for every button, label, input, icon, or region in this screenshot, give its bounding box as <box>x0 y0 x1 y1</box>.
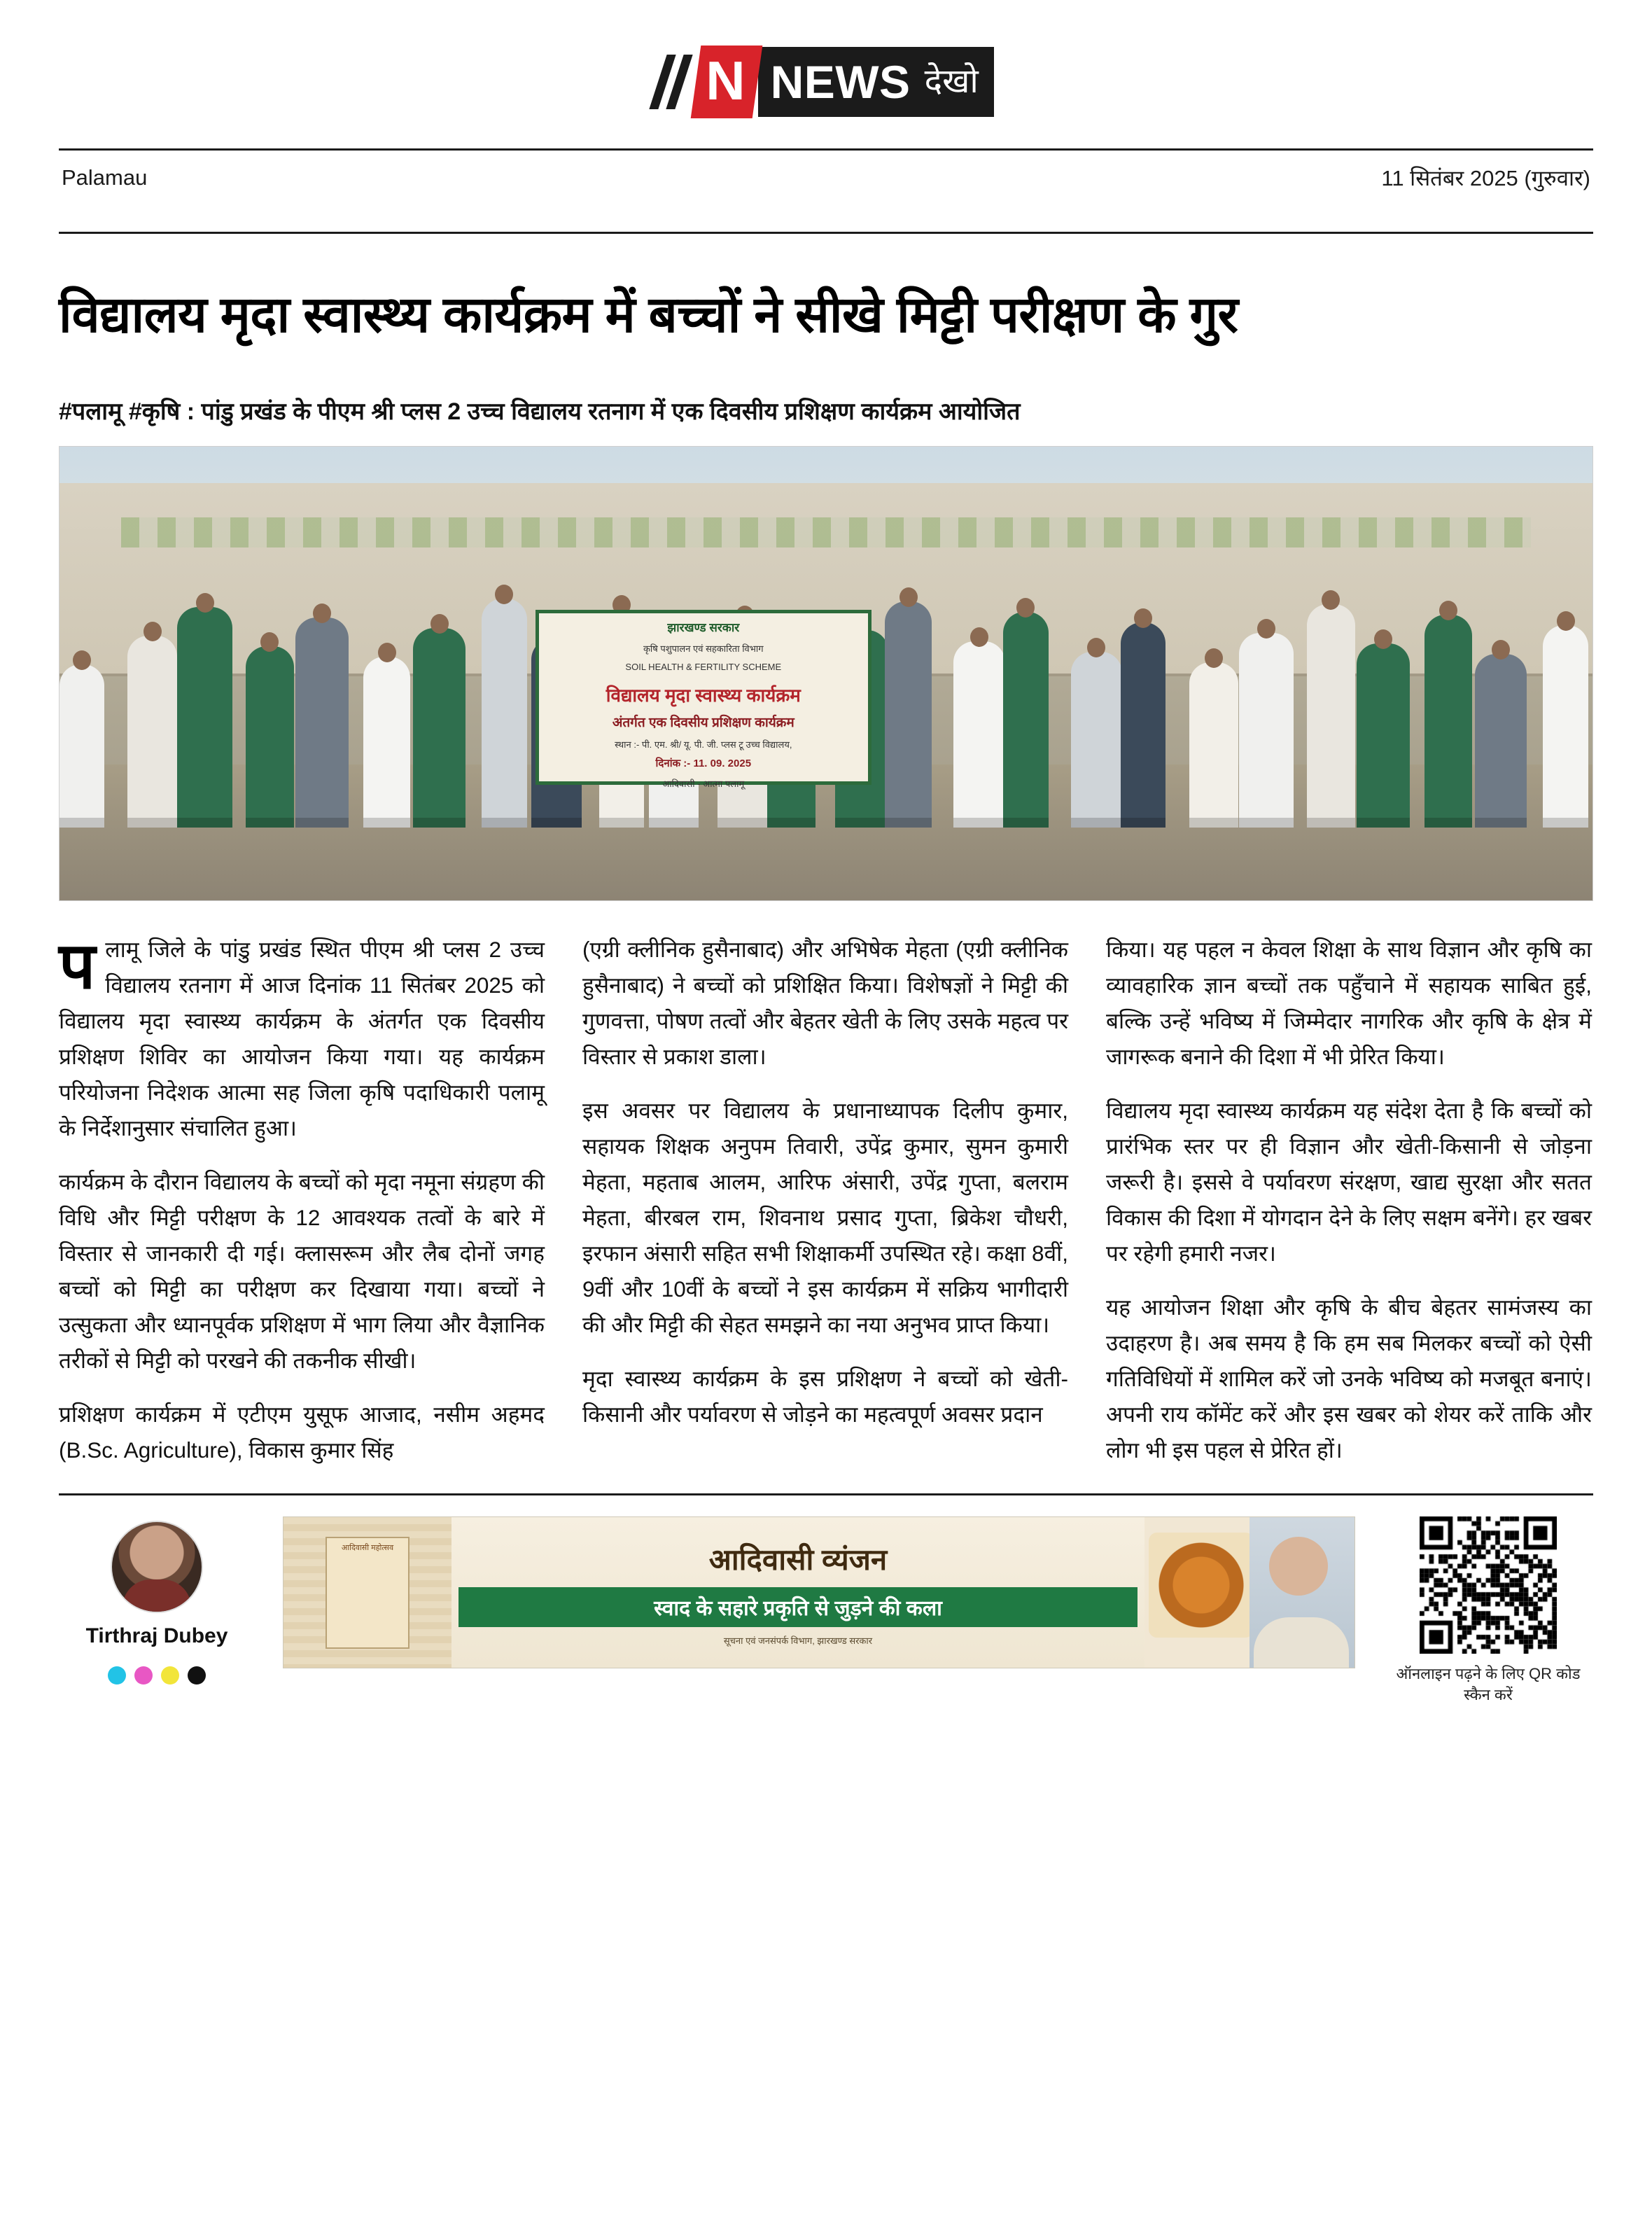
ad-copy <box>451 1539 1144 1647</box>
masthead <box>59 0 1593 120</box>
article-photo <box>59 446 1593 901</box>
article-body <box>59 901 1593 1486</box>
avatar <box>111 1521 203 1613</box>
ad-poster-area <box>284 1517 451 1668</box>
paragraph: पलामू जिले के पांडु प्रखंड स्थित पीएम श्री प्लस 2 उच्च विद्यालय रतनाग में आज दिनांक 11 सितंबर 2025 को विद्यालय मृदा स्वास्थ्य कार्यक्रम के अंतर्गत एक दिवसीय प्रशिक्षण शिविर का आयोजन किया गया। यह कार्यक्रम परियोजना निदेशक आत्मा सह जिला कृषि पदाधिकारी पलामू के निर्देशानुसार संचालित हुआ। <box>59 930 545 1141</box>
color-dots <box>59 1666 255 1685</box>
qr-code[interactable] <box>1420 1516 1557 1654</box>
photo-person-head <box>1374 629 1392 649</box>
banner-title: विद्यालय मृदा स्वास्थ्य कार्यक्रम <box>606 685 801 706</box>
minister-photo <box>1250 1517 1354 1668</box>
advertisement-banner[interactable] <box>283 1516 1355 1668</box>
dateline-location: Palamau <box>62 165 148 190</box>
photo-person-head <box>1322 590 1340 610</box>
photo-person <box>1121 622 1166 828</box>
dateline <box>59 151 1593 204</box>
logo-dekho-text: देखो <box>922 47 994 117</box>
color-dot <box>161 1666 179 1685</box>
reporter-block <box>59 1516 255 1685</box>
food-image <box>1149 1533 1254 1638</box>
photo-person-head <box>1205 648 1223 668</box>
photo-person <box>1239 633 1294 828</box>
photo-person-head <box>495 585 513 604</box>
ad-imagery <box>1144 1517 1354 1668</box>
banner-org: झारखण्ड सरकार <box>667 621 740 635</box>
banner-subtitle: अंतर्गत एक दिवसीय प्रशिक्षण कार्यक्रम <box>612 716 794 731</box>
page-title: विद्यालय मृदा स्वास्थ्य कार्यक्रम में बच्चों ने सीखे मिट्टी परीक्षण के गुर <box>59 287 1238 344</box>
photo-person-head <box>970 627 988 647</box>
banner-scheme-en: SOIL HEALTH & FERTILITY SCHEME <box>625 662 782 673</box>
photo-person <box>59 664 104 828</box>
banner-footer: आदिवासी - आत्मा पलामू <box>662 779 745 790</box>
paragraph: (एग्री क्लीनिक हुसैनाबाद) और अभिषेक मेहता (एग्री क्लीनिक हुसैनाबाद) ने बच्चों को प्रशिक्षित किया। विशेषज्ञों ने मिट्टी की गुणवत्ता, पोषण तत्वों और बेहतर खेती के लिए उसके महत्व पर विस्तार से प्रकाश डाला। <box>582 937 1068 1070</box>
banner-dept: कृषि पशुपालन एवं सहकारिता विभाग <box>643 643 764 655</box>
photo-person-head <box>260 632 279 652</box>
photo-person <box>363 657 410 828</box>
qr-caption: ऑनलाइन पढ़ने के लिए QR कोड स्कैन करें <box>1396 1665 1581 1703</box>
paragraph: विद्यालय मृदा स्वास्थ्य कार्यक्रम यह संदेश देता है कि बच्चों को प्रारंभिक स्तर पर ही विज्ञान और खेती-किसानी से जोड़ना जरूरी है। इससे वे पर्यावरण संरक्षण, खाद्य सुरक्षा और सतत विकास की दिशा में योगदान देने के लिए सक्षम बनेंगे। हर खबर पर रहेगी हमारी नजर। <box>1106 1098 1592 1267</box>
photo-person <box>1357 643 1410 828</box>
color-dot <box>134 1666 153 1685</box>
paragraph: मृदा स्वास्थ्य कार्यक्रम के इस प्रशिक्षण ने बच्चों को खेती-किसानी और पर्यावरण से जोड़ने का महत्वपूर्ण अवसर प्रदान <box>582 1366 1068 1428</box>
photo-person <box>1543 625 1588 828</box>
qr-block <box>1383 1516 1593 1705</box>
article-column-1 <box>59 932 545 1486</box>
photo-person-head <box>1257 619 1275 639</box>
photo-person-head <box>1016 598 1035 618</box>
paragraph: प्रशिक्षण कार्यक्रम में एटीएम युसूफ आजाद, नसीम अहमद (B.Sc. Agriculture), विकास कुमार सिंह <box>59 1402 545 1463</box>
color-dot <box>108 1666 126 1685</box>
photo-person-head <box>1492 640 1510 660</box>
photo-person <box>482 599 527 828</box>
logo-badge-n: N <box>691 46 763 118</box>
ad-poster-label: आदिवासी महोत्सव <box>326 1537 410 1649</box>
ad-tagline: स्वाद के सहारे प्रकृति से जुड़ने की कला <box>458 1587 1138 1627</box>
photo-person-head <box>1134 608 1152 628</box>
photo-person <box>885 601 932 828</box>
photo-person-head <box>1439 601 1457 620</box>
photo-person <box>1189 662 1239 828</box>
logo-news-text: NEWS <box>758 47 922 117</box>
dateline-date: 11 सितंबर 2025 (गुरुवार) <box>1381 166 1590 190</box>
photo-person-head <box>1557 611 1575 631</box>
dateline-divider <box>59 232 1593 234</box>
photo-person <box>953 641 1005 828</box>
paragraph: इस अवसर पर विद्यालय के प्रधानाध्यापक दिलीप कुमार, सहायक शिक्षक अनुपम तिवारी, उपेंद्र कुमार, सुमन कुमारी मेहता, महताब आलम, आरिफ अंसारी, उपेंद्र गुप्ता, बलराम मेहता, बीरबल राम, शिवनाथ प्रसाद गुप्ता, ब्रिकेश चौधरी, इरफान अंसारी सहित सभी शिक्षाकर्मी उपस्थित रहे। कक्षा 8वीं, 9वीं और 10वीं के बच्चों ने इस कार्यक्रम में सक्रिय भागीदारी की और मिट्टी की सेहत समझने का नया अनुभव प्राप्त किया। <box>582 1098 1068 1338</box>
photo-person-head <box>430 614 449 634</box>
article-column-3 <box>1106 932 1592 1486</box>
paragraph: यह आयोजन शिक्षा और कृषि के बीच बेहतर सामंजस्य का उदाहरण है। अब समय है कि हम सब मिलकर बच्चों को ऐसी गतिविधियों में शामिल करें जो उनके भविष्य को मजबूत बनाएं। अपनी राय कॉमेंट करें और इस खबर को शेयर करें ताकि और लोग भी इस पहल से प्रेरित हों। <box>1106 1295 1592 1463</box>
color-dot <box>188 1666 206 1685</box>
photo-person-head <box>196 593 214 613</box>
news-dekho-logo[interactable] <box>658 43 994 120</box>
photo-person <box>1424 615 1471 828</box>
subheadline: #पलामू #कृषि : पांडु प्रखंड के पीएम श्री प्लस 2 उच्च विद्यालय रतनाग में एक दिवसीय प्रशिक्षण कार्यक्रम आयोजित <box>59 398 1021 426</box>
banner-date: दिनांक :- 11. 09. 2025 <box>655 758 752 770</box>
photo-person-head <box>899 587 918 607</box>
slash-decoration-icon <box>658 43 692 120</box>
photo-person <box>177 607 232 828</box>
photo-person <box>246 646 294 828</box>
photo-person <box>1003 612 1049 828</box>
ad-footnote: सूचना एवं जनसंपर्क विभाग, झारखण्ड सरकार <box>723 1635 873 1646</box>
photo-person <box>1307 604 1355 828</box>
ad-title: आदिवासी व्यंजन <box>708 1542 888 1576</box>
photo-person <box>413 628 465 828</box>
photo-person-head <box>313 604 331 623</box>
photo-person-head <box>378 643 396 662</box>
banner-venue: स्थान :- पी. एम. श्री/ यू. पी. जी. प्लस टू उच्च विद्यालय, <box>615 739 792 751</box>
photo-person-head <box>144 622 162 641</box>
photo-person <box>127 636 177 828</box>
photo-person <box>1071 652 1122 828</box>
page-footer <box>59 1495 1593 1705</box>
paragraph: कार्यक्रम के दौरान विद्यालय के बच्चों को मृदा नमूना संग्रहण की विधि और मिट्टी परीक्षण के 12 आवश्यक तत्वों के बारे में विस्तार से जानकारी दी गई। क्लासरूम और लैब दोनों जगह बच्चों को मिट्टी का परीक्षण कर दिखाया गया। बच्चों ने उत्सुकता और ध्यानपूर्वक प्रशिक्षण में भाग लिया और वैज्ञानिक तरीकों से मिट्टी को परखने की तकनीक सीखी। <box>59 1169 545 1374</box>
article-column-2 <box>582 932 1068 1486</box>
photo-person-head <box>1087 638 1105 657</box>
photo-person <box>1475 654 1527 828</box>
reporter-name: Tirthraj Dubey <box>85 1624 228 1648</box>
paragraph: किया। यह पहल न केवल शिक्षा के साथ विज्ञान और कृषि का व्यावहारिक ज्ञान बच्चों तक पहुँचाने में सहायक साबित हुई, बल्कि उन्हें भविष्य में जिम्मेदार नागरिक और कृषि के क्षेत्र में जागरूक बनाने की दिशा में भी प्रेरित किया। <box>1106 937 1592 1070</box>
photo-person-head <box>73 650 91 670</box>
event-banner <box>536 610 872 790</box>
photo-person <box>295 618 349 828</box>
